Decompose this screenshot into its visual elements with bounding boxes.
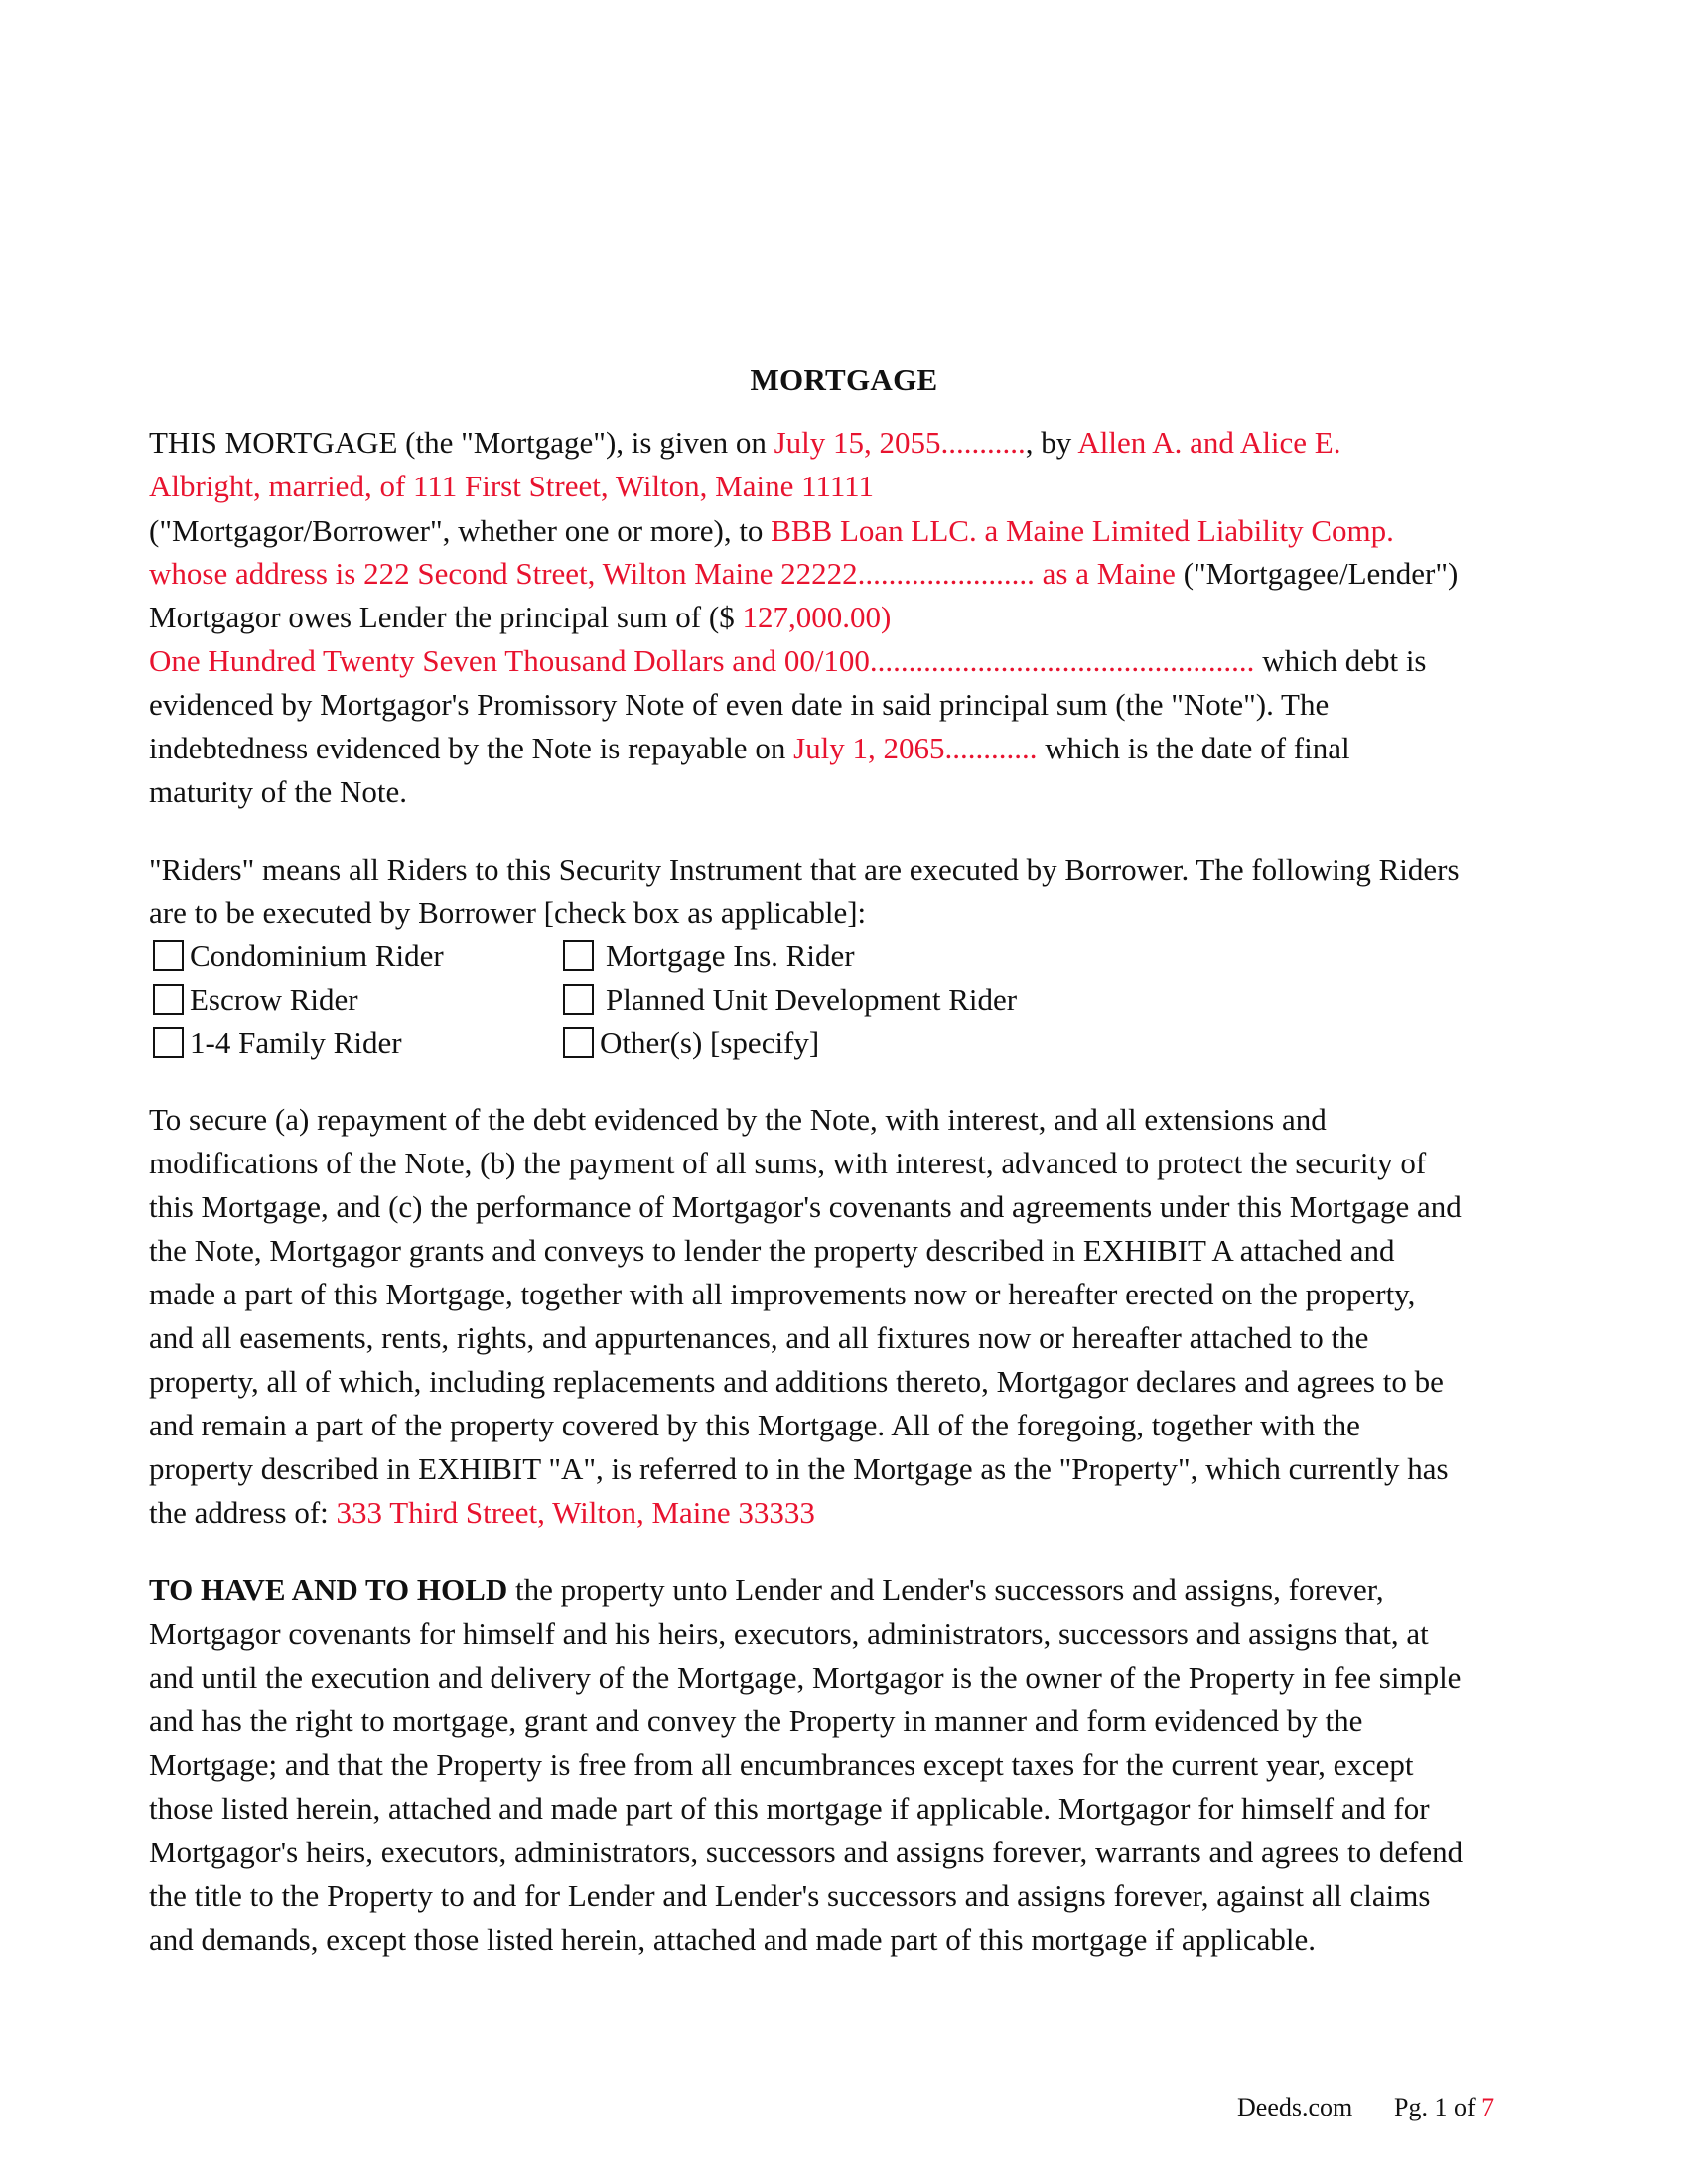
para1-line-5: Mortgagor owes Lender the principal sum of ($ 127,000.00) [149, 600, 892, 634]
para3-line-2: modifications of the Note, (b) the payment of all sums, with interest, advanced to protect the security of [149, 1146, 1427, 1180]
para3-line-5: made a part of this Mortgage, together with all improvements now or hereafter erected on the property, [149, 1277, 1416, 1311]
para3-line-7: property, all of which, including replacements and additions thereto, Mortgagor declares and agrees to be [149, 1364, 1444, 1399]
principal-amount: 127,000.00) [742, 600, 892, 634]
rider-option-other[interactable]: Other(s) [specify] [563, 1024, 819, 1063]
rider-option-pud[interactable]: Planned Unit Development Rider [563, 980, 1017, 1020]
footer-page-number: Pg. 1 of 7 [1394, 2093, 1495, 2121]
para4-line-2: Mortgagor covenants for himself and his heirs, executors, administrators, successors and assigns that, at [149, 1616, 1429, 1651]
para3-line-10: the address of: 333 Third Street, Wilton, Maine 33333 [149, 1495, 815, 1530]
rider-option-condominium[interactable]: Condominium Rider [153, 936, 444, 976]
checkbox-condominium[interactable] [153, 940, 184, 971]
footer-page-total: 7 [1481, 2093, 1495, 2121]
para1-line-9: maturity of the Note. [149, 774, 407, 809]
checkbox-escrow[interactable] [153, 984, 184, 1015]
para4-line-4: and has the right to mortgage, grant and convey the Property in manner and form evidenced by the [149, 1704, 1363, 1738]
principal-amount-words: One Hundred Twenty Seven Thousand Dollars and 00/100.................................................. [149, 643, 1255, 678]
para1-line-3: ("Mortgagor/Borrower", whether one or more), to BBB Loan LLC. a Maine Limited Liability Comp. [149, 513, 1394, 548]
para4-line-1: TO HAVE AND TO HOLD the property unto Lender and Lender's successors and assigns, forever, [149, 1572, 1384, 1607]
para1-line-8: indebtedness evidenced by the Note is repayable on July 1, 2065............ which is the date of final [149, 731, 1350, 765]
lender-name: BBB Loan LLC. a Maine Limited Liability Comp. [771, 513, 1394, 548]
para4-line-8: the title to the Property to and for Lender and Lender's successors and assigns forever, against all claims [149, 1878, 1431, 1913]
para4-line-5: Mortgage; and that the Property is free from all encumbrances except taxes for the current year, except [149, 1747, 1414, 1782]
lender-address: whose address is 222 Second Street, Wilton Maine 22222....................... as a Maine [149, 556, 1176, 591]
rider-option-family[interactable]: 1-4 Family Rider [153, 1024, 402, 1063]
checkbox-mortgage-ins[interactable] [563, 940, 594, 971]
para3-line-3: this Mortgage, and (c) the performance of Mortgagor's covenants and agreements under this Mortgage and [149, 1189, 1462, 1224]
para3-line-4: the Note, Mortgagor grants and conveys to lender the property described in EXHIBIT A attached and [149, 1233, 1395, 1268]
mortgagor-address: Albright, married, of 111 First Street, Wilton, Maine 11111 [149, 469, 875, 503]
para4-line-6: those listed herein, attached and made part of this mortgage if applicable. Mortgagor for himself and for [149, 1791, 1430, 1826]
checkbox-pud[interactable] [563, 984, 594, 1015]
property-address: 333 Third Street, Wilton, Maine 33333 [336, 1495, 815, 1530]
footer-site: Deeds.com [1237, 2093, 1353, 2121]
para3-line-6: and all easements, rents, rights, and appurtenances, and all fixtures now or hereafter attached to the [149, 1320, 1369, 1355]
para1-line-4: whose address is 222 Second Street, Wilton Maine 22222....................... as a Maine ("Mortgagee/Lender") [149, 556, 1459, 591]
para4-line-3: and until the execution and delivery of the Mortgage, Mortgagor is the owner of the Property in fee simple [149, 1660, 1462, 1695]
riders-line-1: "Riders" means all Riders to this Security Instrument that are executed by Borrower. The following Riders [149, 852, 1460, 887]
para3-line-9: property described in EXHIBIT "A", is referred to in the Mortgage as the "Property", which currently has [149, 1451, 1449, 1486]
maturity-date: July 1, 2065............ [793, 731, 1038, 765]
para1-line-1: THIS MORTGAGE (the "Mortgage"), is given on July 15, 2055..........., by Allen A. and Alice E. [149, 425, 1341, 460]
para1-line-7: evidenced by Mortgagor's Promissory Note of even date in said principal sum (the "Note"). The [149, 687, 1330, 722]
habendum-heading: TO HAVE AND TO HOLD [149, 1572, 508, 1607]
rider-option-escrow[interactable]: Escrow Rider [153, 980, 358, 1020]
para3-line-8: and remain a part of the property covered by this Mortgage. All of the foregoing, together with the [149, 1408, 1360, 1442]
given-date: July 15, 2055........... [774, 425, 1026, 460]
document-title: MORTGAGE [750, 362, 938, 397]
checkbox-family[interactable] [153, 1027, 184, 1058]
para4-line-9: and demands, except those listed herein, attached and made part of this mortgage if applicable. [149, 1922, 1316, 1957]
checkbox-other[interactable] [563, 1027, 594, 1058]
riders-line-2: are to be executed by Borrower [check box as applicable]: [149, 895, 867, 930]
rider-option-mortgage-ins[interactable]: Mortgage Ins. Rider [563, 936, 855, 976]
mortgagor-names: Allen A. and Alice E. [1077, 425, 1341, 460]
para3-line-1: To secure (a) repayment of the debt evidenced by the Note, with interest, and all extensions and [149, 1102, 1327, 1137]
para1-line-6: One Hundred Twenty Seven Thousand Dollars and 00/100.................................................. which debt is [149, 643, 1427, 678]
para4-line-7: Mortgagor's heirs, executors, administrators, successors and assigns forever, warrants and agrees to defend [149, 1835, 1464, 1869]
